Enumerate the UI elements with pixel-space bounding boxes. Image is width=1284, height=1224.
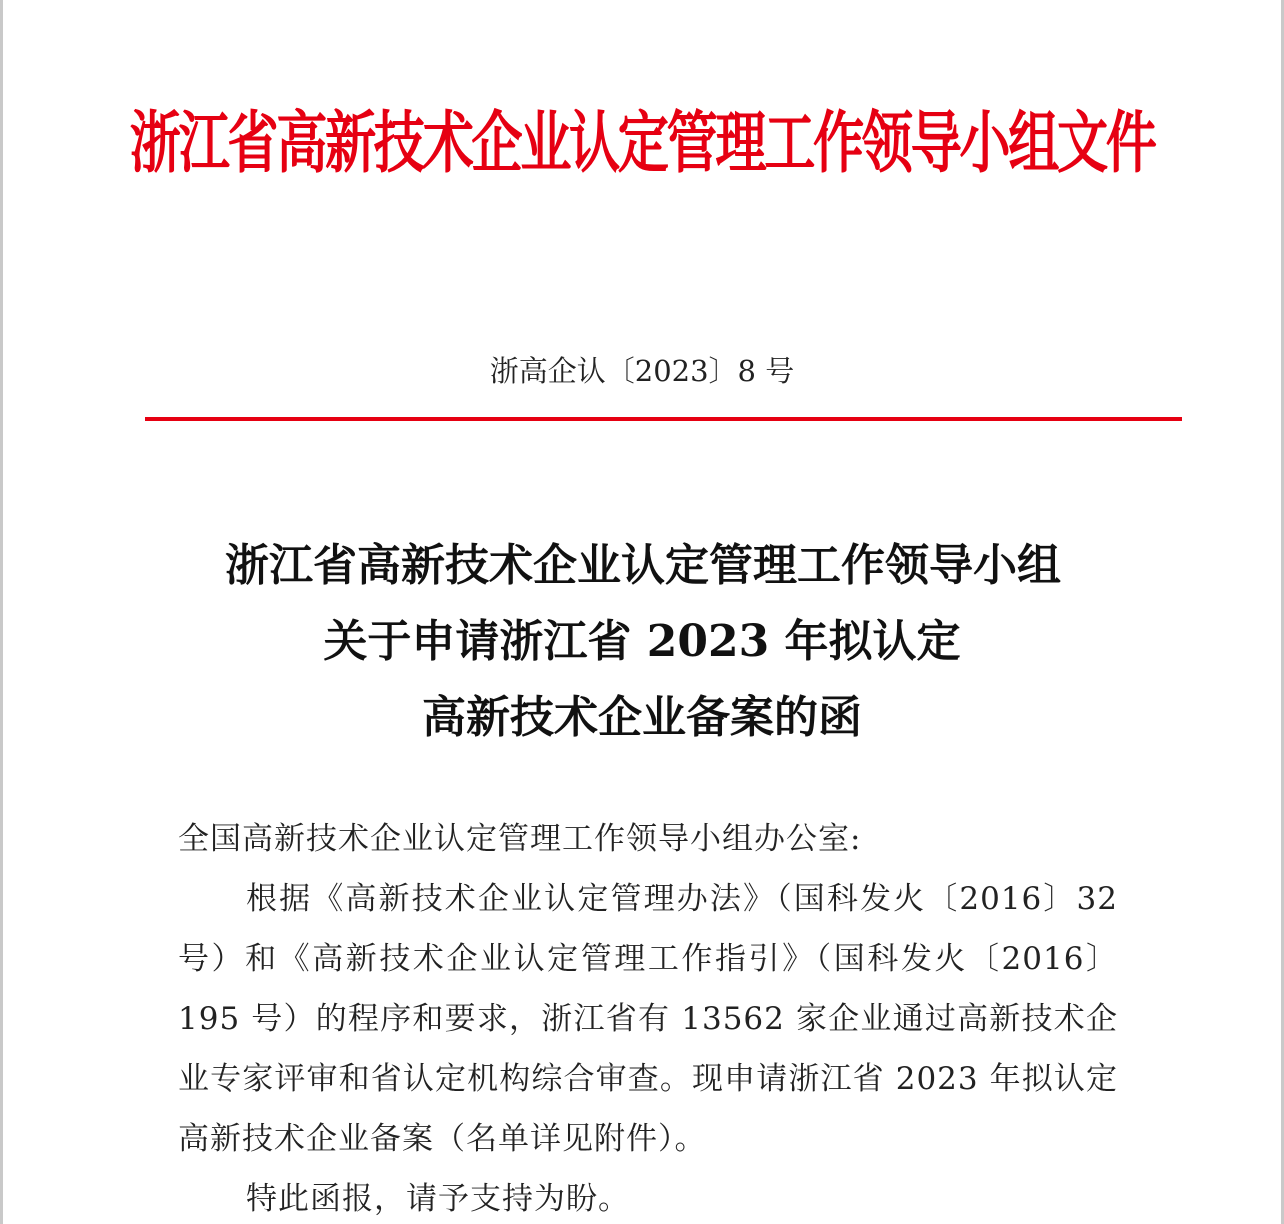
letter-title-line-1: 浙江省高新技术企业认定管理工作领导小组	[225, 540, 1061, 591]
document-number: 浙高企认〔2023〕8 号	[489, 354, 795, 388]
salutation: 全国高新技术企业认定管理工作领导小组办公室:	[178, 821, 862, 857]
body-paragraph-2: 特此函报，请予支持为盼。	[246, 1181, 630, 1217]
letter-title-line-2: 关于申请浙江省 2023 年拟认定	[323, 616, 961, 667]
letter-title-line-3: 高新技术企业备案的函	[422, 692, 862, 743]
red-separator-line	[145, 417, 1182, 421]
letter-body	[178, 809, 1118, 1224]
body-paragraph-1: 根据《高新技术企业认定管理办法》（国科发火〔2016〕32 号）和《高新技术企业认定管理工作指引》（国科发火〔2016〕195 号）的程序和要求，浙江省有 13562 家企业通过高新技术企业专家评审和省认定机构综合审查。现申请浙江省 2023 年拟认定高新技术企业备案（名单详见附件）。	[178, 881, 1118, 1157]
document-header-title: 浙江省高新技术企业认定管理工作领导小组文件	[129, 104, 1155, 183]
letter-title	[0, 528, 1284, 756]
